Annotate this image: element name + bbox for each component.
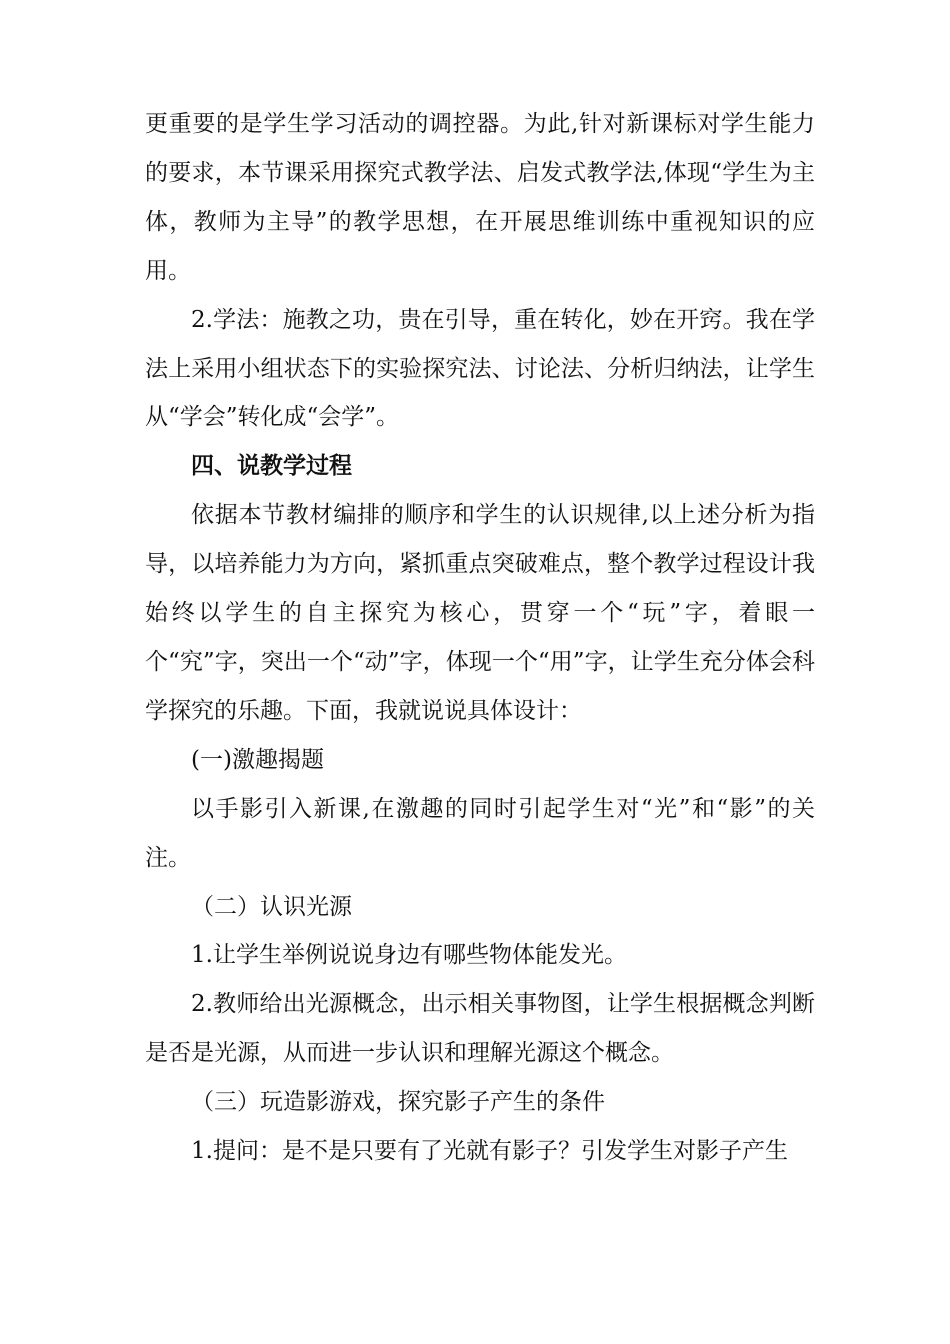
- paragraph-light-source-step-1: 1.让学生举例说说身边有哪些物体能发光。: [191, 942, 627, 969]
- subheading-light-source: （二）认识光源: [191, 893, 352, 920]
- section-heading-teaching-process: 四、说教学过程: [191, 453, 352, 480]
- paragraph-light-source-step-2: 2.教师给出光源概念，出示相关事物图，让学生根据概念判断是否是光源，从而进一步认识和理解光源这个概念。: [145, 991, 815, 1067]
- paragraph-study-method: 2.学法：施教之功，贵在引导，重在转化，妙在开窍。我在学法上采用小组状态下的实验探究法、讨论法、分析归纳法，让学生从“学会”转化成“会学”。: [145, 306, 815, 431]
- paragraph-shadow-question: 1.提问：是不是只要有了光就有影子？引发学生对影子产生: [191, 1138, 788, 1165]
- paragraph-hand-shadow: 以手影引入新课,在激趣的同时引起学生对“光”和“影”的关注。: [145, 795, 815, 871]
- subheading-stimulate-interest: (一)激趣揭题: [191, 746, 324, 773]
- paragraph-continuation: 更重要的是学生学习活动的调控器。为此,针对新课标对学生能力的要求，本节课采用探究式教学法、启发式教学法,体现“学生为主体，教师为主导”的教学思想，在开展思维训练中重视知识的应用。: [145, 111, 815, 284]
- subheading-shadow-game: （三）玩造影游戏，探究影子产生的条件: [191, 1089, 605, 1116]
- document-body: [145, 100, 815, 1176]
- paragraph-process-overview: 依据本节教材编排的顺序和学生的认识规律,以上述分析为指导，以培养能力为方向，紧抓重点突破难点，整个教学过程设计我始终以学生的自主探究为核心，贯穿一个“玩”字，着眼一个“究”字，突出一个“动”字，体现一个“用”字，让学生充分体会科学探究的乐趣。下面，我就说说具体设计：: [145, 502, 815, 724]
